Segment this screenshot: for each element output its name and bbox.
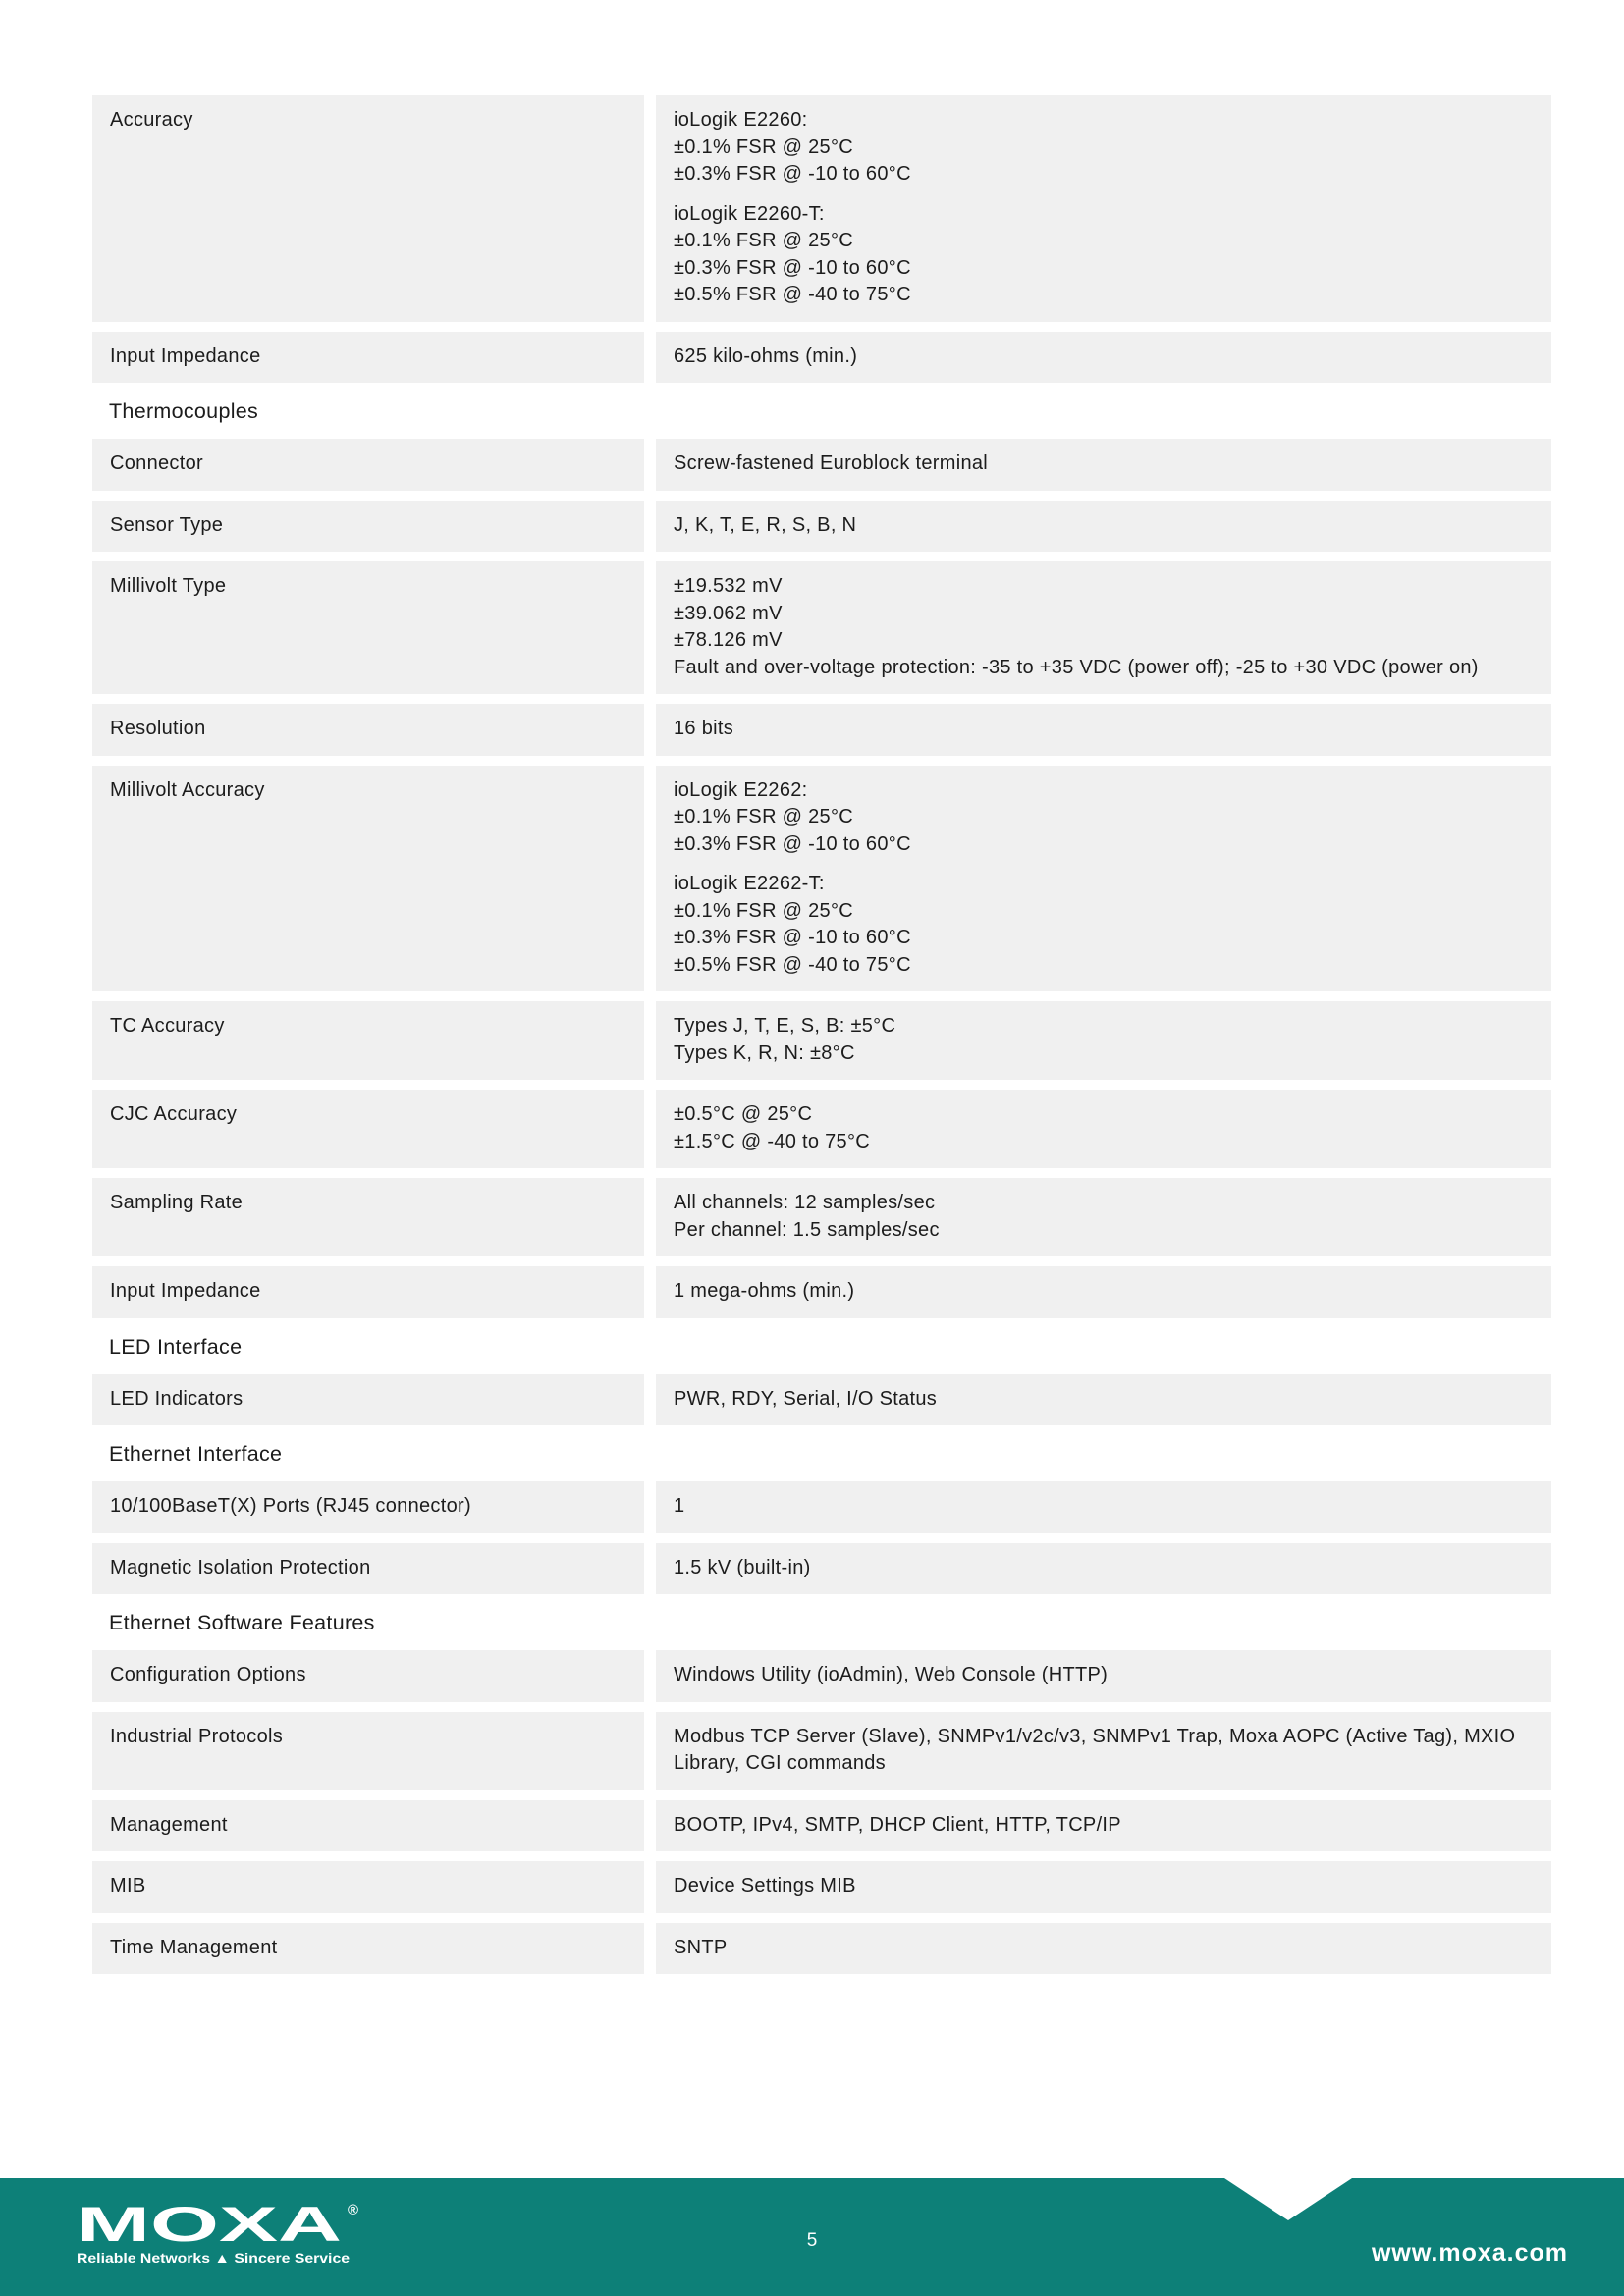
spec-value-line: ±0.3% FSR @ -10 to 60°C [674, 832, 911, 855]
table-row [92, 439, 1551, 491]
spec-value-line: Fault and over-voltage protection: -35 to +35 VDC (power off); -25 to +30 VDC (power on) [674, 656, 1479, 678]
spec-label: Sampling Rate [92, 1178, 644, 1256]
spec-value-line: J, K, T, E, R, S, B, N [674, 513, 857, 536]
spec-label: Accuracy [92, 95, 644, 322]
spec-value [656, 95, 1551, 322]
spec-value-line: ±0.1% FSR @ 25°C [674, 230, 854, 251]
table-row [92, 1650, 1551, 1702]
spec-value-line: Windows Utility (ioAdmin), Web Console (HTTP) [674, 1664, 1109, 1685]
spec-label: 10/100BaseT(X) Ports (RJ45 connector) [92, 1481, 644, 1533]
table-row [92, 1712, 1551, 1790]
spec-label: Management [92, 1800, 644, 1852]
spec-value-line: 1 mega-ohms (min.) [674, 1280, 855, 1302]
spec-value [656, 1650, 1551, 1702]
table-row [92, 1266, 1551, 1318]
spec-value-line: 16 bits [674, 718, 734, 739]
spec-value [656, 1178, 1551, 1256]
spec-table [92, 95, 1551, 1984]
spec-label: Configuration Options [92, 1650, 644, 1702]
spec-value-line [674, 858, 1534, 871]
spec-label: TC Accuracy [92, 1001, 644, 1080]
table-row [92, 1178, 1551, 1256]
spec-label: Industrial Protocols [92, 1712, 644, 1790]
spec-value [656, 1712, 1551, 1790]
spec-value-line: ±0.5°C @ 25°C [674, 1103, 813, 1125]
table-row [92, 1374, 1551, 1426]
spec-value-line: ±0.1% FSR @ 25°C [674, 806, 854, 828]
table-row [92, 95, 1551, 322]
spec-value [656, 332, 1551, 384]
table-row [92, 1800, 1551, 1852]
table-row [92, 1861, 1551, 1913]
spec-value-line: ±19.532 mV [674, 575, 783, 597]
spec-value-line: PWR, RDY, Serial, I/O Status [674, 1387, 938, 1410]
spec-value [656, 1001, 1551, 1080]
table-row [92, 332, 1551, 384]
spec-value-line: Types K, R, N: ±8°C [674, 1041, 855, 1064]
spec-value [656, 1266, 1551, 1318]
spec-value [656, 1090, 1551, 1168]
spec-label: LED Indicators [92, 1374, 644, 1426]
footer-notch-triangle-icon [1224, 2178, 1352, 2220]
table-row [92, 561, 1551, 694]
spec-value-line: Modbus TCP Server (Slave), SNMPv1/v2c/v3, SNMPv1 Trap, Moxa AOPC (Active Tag), MXIO Library, CGI commands [674, 1725, 1516, 1774]
spec-value-line: BOOTP, IPv4, SMTP, DHCP Client, HTTP, TCP/IP [674, 1813, 1121, 1836]
spec-value [656, 561, 1551, 694]
spec-value-line: ioLogik E2262: [674, 778, 808, 801]
spec-value-line [674, 188, 1534, 201]
spec-value [656, 704, 1551, 756]
table-row [92, 1001, 1551, 1080]
moxa-brand-text: MOXA [77, 2202, 342, 2249]
spec-value-line: Types J, T, E, S, B: ±5°C [674, 1015, 896, 1037]
table-row [92, 501, 1551, 553]
spec-label: Millivolt Type [92, 561, 644, 694]
table-row [92, 1481, 1551, 1533]
spec-value-line: ±0.3% FSR @ -10 to 60°C [674, 256, 911, 279]
spec-value-line: ±1.5°C @ -40 to 75°C [674, 1130, 871, 1152]
spec-value-line: 1 [674, 1495, 685, 1517]
spec-value [656, 1800, 1551, 1852]
spec-value [656, 1861, 1551, 1913]
moxa-tagline-svg [77, 2249, 371, 2269]
website-link[interactable]: www.moxa.com [1371, 2239, 1568, 2267]
spec-value-line: ioLogik E2260-T: [674, 202, 825, 225]
table-row [92, 704, 1551, 756]
spec-value-line: ±0.5% FSR @ -40 to 75°C [674, 953, 911, 976]
table-row [92, 1923, 1551, 1975]
spec-value-line: ±0.5% FSR @ -40 to 75°C [674, 284, 911, 305]
spec-label: Magnetic Isolation Protection [92, 1543, 644, 1595]
spec-value-line: SNTP [674, 1936, 728, 1958]
spec-value [656, 501, 1551, 553]
spec-label: Input Impedance [92, 1266, 644, 1318]
spec-value-line: ±78.126 mV [674, 629, 783, 651]
spec-value-line: ±0.3% FSR @ -10 to 60°C [674, 927, 911, 948]
spec-value-line: Per channel: 1.5 samples/sec [674, 1218, 940, 1241]
registered-trademark-icon: ® [348, 2202, 359, 2218]
spec-value [656, 439, 1551, 491]
spec-value-line: ioLogik E2260: [674, 109, 808, 131]
spec-label: Input Impedance [92, 332, 644, 384]
spec-label: Time Management [92, 1923, 644, 1975]
table-row [92, 1090, 1551, 1168]
section-title: LED Interface [109, 1334, 243, 1359]
spec-value-line: 625 kilo-ohms (min.) [674, 345, 858, 367]
section-title: Ethernet Software Features [109, 1611, 375, 1634]
section-title: Ethernet Interface [109, 1442, 283, 1466]
spec-value [656, 1543, 1551, 1595]
moxa-tagline-text: Reliable Networks ▲ Sincere Service [77, 2250, 351, 2266]
spec-value [656, 1923, 1551, 1975]
section-title: Thermocouples [109, 400, 259, 423]
spec-value [656, 1374, 1551, 1426]
spec-label: Resolution [92, 704, 644, 756]
spec-value-line: ±0.1% FSR @ 25°C [674, 135, 854, 158]
spec-label: Connector [92, 439, 644, 491]
table-row [92, 1543, 1551, 1595]
spec-value-line: All channels: 12 samples/sec [674, 1192, 936, 1213]
spec-value [656, 766, 1551, 992]
spec-value-line: Device Settings MIB [674, 1875, 856, 1896]
spec-label: Sensor Type [92, 501, 644, 553]
spec-value-line: Screw-fastened Euroblock terminal [674, 453, 989, 474]
spec-label: CJC Accuracy [92, 1090, 644, 1168]
spec-label: Millivolt Accuracy [92, 766, 644, 992]
table-row [92, 766, 1551, 992]
spec-value-line: 1.5 kV (built-in) [674, 1556, 811, 1578]
spec-value-line: ±0.1% FSR @ 25°C [674, 899, 854, 922]
spec-value [656, 1481, 1551, 1533]
page-number: 5 [806, 2230, 818, 2251]
spec-value-line: ±39.062 mV [674, 602, 783, 624]
spec-label: MIB [92, 1861, 644, 1913]
spec-value-line: ±0.3% FSR @ -10 to 60°C [674, 163, 911, 185]
spec-value-line: ioLogik E2262-T: [674, 873, 825, 894]
